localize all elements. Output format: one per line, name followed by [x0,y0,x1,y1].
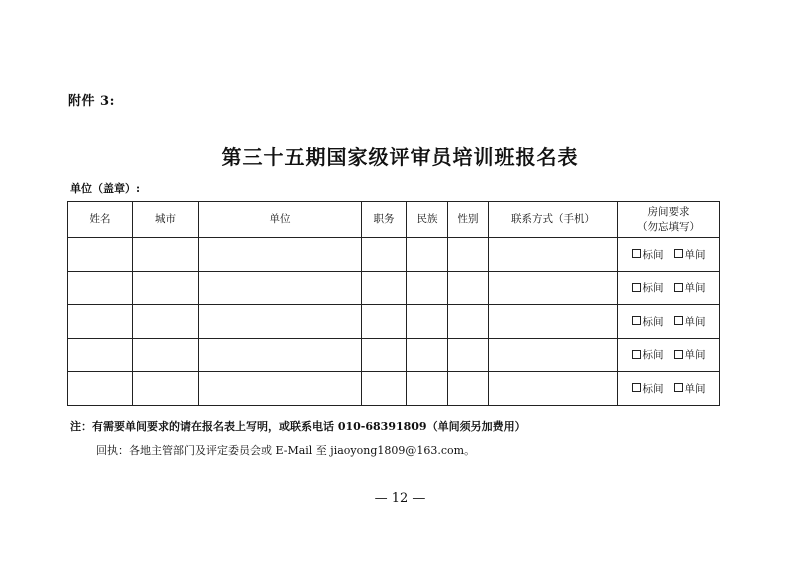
cell-unit[interactable] [199,338,362,372]
cell-city[interactable] [133,372,199,406]
checkbox-icon[interactable] [632,383,641,392]
single-room-option-label: 单间 [684,349,706,362]
cell-name[interactable] [68,271,133,305]
cell-gender[interactable] [448,305,489,339]
header-contact: 联系方式（手机） [489,202,618,238]
cell-position[interactable] [362,271,407,305]
checkbox-icon[interactable] [674,249,683,258]
cell-city[interactable] [133,238,199,272]
checkbox-icon[interactable] [632,283,641,292]
registration-table [67,201,720,406]
table-row [68,305,720,339]
header-room [618,202,720,238]
header-room-line2: （勿忘填写） [637,220,700,233]
cell-contact[interactable] [489,338,618,372]
cell-room [618,305,720,339]
single-room-option-label: 单间 [684,382,706,395]
cell-city[interactable] [133,271,199,305]
cell-room [618,238,720,272]
header-unit: 单位 [199,202,362,238]
cell-room [618,372,720,406]
standard-room-option[interactable] [632,381,664,396]
cell-gender[interactable] [448,372,489,406]
cell-unit[interactable] [199,271,362,305]
checkbox-icon[interactable] [674,383,683,392]
reply-note: 回执：各地主管部门及评定委员会或 E-Mail 至 jiaoyong1809@163.com。 [96,444,476,457]
cell-name[interactable] [68,305,133,339]
cell-city[interactable] [133,338,199,372]
header-ethnicity: 民族 [407,202,448,238]
cell-ethnicity[interactable] [407,372,448,406]
single-room-option-label: 单间 [684,282,706,295]
cell-ethnicity[interactable] [407,271,448,305]
single-room-option[interactable] [674,381,706,396]
cell-room [618,338,720,372]
cell-unit[interactable] [199,238,362,272]
room-options [627,349,711,361]
standard-room-option-label: 标间 [642,349,664,362]
cell-position[interactable] [362,305,407,339]
table-row [68,338,720,372]
standard-room-option[interactable] [632,280,664,295]
room-options [627,282,711,294]
cell-room [618,271,720,305]
table-body [68,238,720,406]
header-position: 职务 [362,202,407,238]
standard-room-option-label: 标间 [642,248,664,261]
cell-contact[interactable] [489,372,618,406]
checkbox-icon[interactable] [674,316,683,325]
standard-room-option-label: 标间 [642,315,664,328]
table-row [68,372,720,406]
header-city: 城市 [133,202,199,238]
cell-name[interactable] [68,338,133,372]
cell-contact[interactable] [489,238,618,272]
unit-stamp-label: 单位（盖章）: [70,182,141,195]
table-row [68,238,720,272]
footnote: 注：有需要单间要求的请在报名表上写明，或联系电话 010-68391809（单间须另加费用） [70,420,526,433]
single-room-option[interactable] [674,247,706,262]
cell-position[interactable] [362,372,407,406]
cell-ethnicity[interactable] [407,305,448,339]
cell-ethnicity[interactable] [407,238,448,272]
cell-gender[interactable] [448,238,489,272]
single-room-option[interactable] [674,280,706,295]
attachment-label: 附件 3: [68,94,115,109]
checkbox-icon[interactable] [632,316,641,325]
cell-ethnicity[interactable] [407,338,448,372]
room-options [627,316,711,328]
room-options [627,383,711,395]
room-options [627,249,711,261]
checkbox-icon[interactable] [674,350,683,359]
page-number: — 12 — [374,491,426,506]
cell-gender[interactable] [448,338,489,372]
single-room-option[interactable] [674,347,706,362]
cell-unit[interactable] [199,305,362,339]
cell-name[interactable] [68,238,133,272]
checkbox-icon[interactable] [674,283,683,292]
header-gender: 性别 [448,202,489,238]
standard-room-option[interactable] [632,347,664,362]
standard-room-option-label: 标间 [642,382,664,395]
cell-unit[interactable] [199,372,362,406]
single-room-option-label: 单间 [684,248,706,261]
form-title: 第三十五期国家级评审员培训班报名表 [221,145,579,169]
single-room-option[interactable] [674,314,706,329]
checkbox-icon[interactable] [632,249,641,258]
cell-position[interactable] [362,338,407,372]
cell-contact[interactable] [489,305,618,339]
header-room-line1: 房间要求 [647,205,690,218]
cell-gender[interactable] [448,271,489,305]
cell-name[interactable] [68,372,133,406]
standard-room-option-label: 标间 [642,282,664,295]
table-row [68,271,720,305]
standard-room-option[interactable] [632,247,664,262]
cell-contact[interactable] [489,271,618,305]
cell-city[interactable] [133,305,199,339]
checkbox-icon[interactable] [632,350,641,359]
table-header-row [68,202,720,238]
single-room-option-label: 单间 [684,315,706,328]
cell-position[interactable] [362,238,407,272]
standard-room-option[interactable] [632,314,664,329]
header-name: 姓名 [68,202,133,238]
